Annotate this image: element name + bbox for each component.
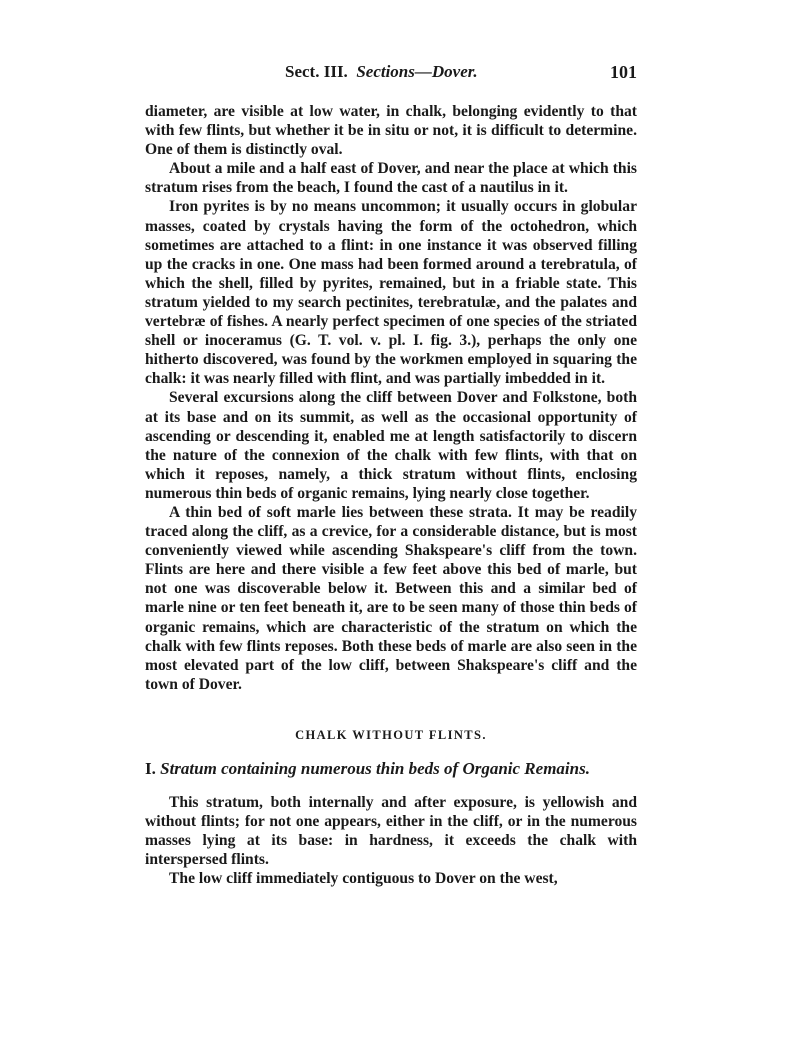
section-heading: CHALK WITHOUT FLINTS.: [295, 727, 487, 742]
subsection-number: I.: [145, 758, 156, 778]
paragraph-stratum: This stratum, both internally and after exposure, is yellowish and without flints; for not one appears, either in the cliff, or in the numerous masses lying at its base: in hardness, it exceeds the chalk with interspersed flints.: [145, 793, 637, 869]
subsection-title: Stratum containing numerous thin beds of Organic Remains.: [160, 758, 590, 778]
section-title: Sections—Dover.: [356, 62, 478, 81]
paragraph-excursions: Several excursions along the cliff between Dover and Folkstone, both at its base and on its summit, as well as the occasional opportunity of ascending or descending it, enabled me at length satisfactorily to discern the nature of the connexion of the chalk with few flints, with that on which it reposes, namely, a thick stratum without flints, enclosing numerous thin beds of organic remains, lying nearly close together.: [145, 389, 637, 502]
running-head: [145, 62, 637, 88]
section-number: Sect. III.: [285, 62, 348, 81]
paragraph-marle: A thin bed of soft marle lies between these strata. It may be readily traced along the cliff, as a crevice, for a considerable distance, but is most conveniently viewed while ascending Shakspeare's cliff from the town. Flints are here and there visible a few feet above this bed of marle, but not one was discoverable below it. Between this and a similar bed of marle nine or ten feet beneath it, are to be seen many of those thin beds of organic remains, which are characteristic of the stratum on which the chalk with few flints reposes. Both these beds of marle are also seen in the most elevated part of the low cliff, between Shakspeare's cliff and the town of Dover.: [145, 503, 637, 693]
body-text: [145, 102, 637, 694]
page-number: 101: [610, 62, 637, 82]
paragraph-nautilus: About a mile and a half east of Dover, and near the place at which this stratum rises from the beach, I found the cast of a nautilus in it.: [145, 160, 637, 197]
paragraph-low-cliff: The low cliff immediately contiguous to Dover on the west,: [169, 870, 558, 888]
section-label: [285, 62, 478, 82]
paragraph-continuation: diameter, are visible at low water, in chalk, belonging evidently to that with few flints, but whether it be in situ or not, it is difficult to determine. One of them is distinctly oval.: [145, 103, 637, 159]
book-page: [145, 62, 637, 888]
subsection-heading: [145, 759, 637, 779]
body-text-continued: [145, 793, 637, 888]
paragraph-iron-pyrites: Iron pyrites is by no means uncommon; it usually occurs in globular masses, coated by crystals having the form of the octohedron, which sometimes are attached to a flint: in one instance it was observed filling up the cracks in one. One mass had been formed around a terebratula, of which the shell, filled by pyrites, remained, but in a friable state. This stratum yielded to my search pectinites, terebratulæ, and the palates and vertebræ of fishes. A nearly perfect specimen of one species of the striated shell or inoceramus (G. T. vol. v. pl. I. fig. 3.), perhaps the only one hitherto discovered, was found by the workmen employed in squaring the chalk: it was nearly filled with flint, and was partially imbedded in it.: [145, 198, 637, 388]
